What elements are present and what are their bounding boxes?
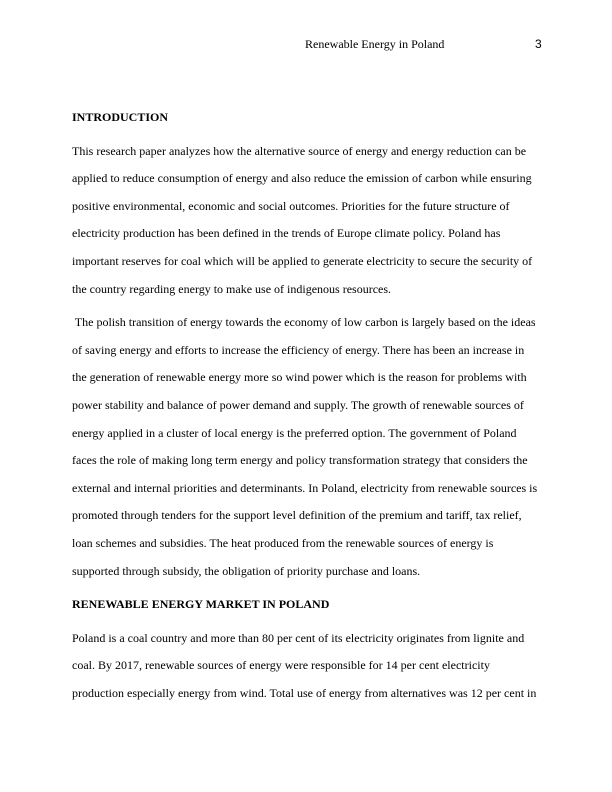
text-line: supported through subsidy, the obligation of priority purchase and loans. (72, 563, 421, 578)
text-line: Poland is a coal country and more than 80 per cent of its electricity originates from lignite and (72, 630, 525, 645)
text-line: electricity production has been defined in the trends of Europe climate policy. Poland has (72, 226, 501, 241)
page-number: 3 (535, 37, 542, 51)
text-line: important reserves for coal which will be applied to generate electricity to secure the security of (72, 253, 533, 268)
running-title: Renewable Energy in Poland (305, 37, 445, 51)
text-line: positive environmental, economic and social outcomes. Priorities for the future structure of (72, 198, 510, 213)
text-line: power stability and balance of power demand and supply. The growth of renewable sources of (72, 397, 524, 412)
text-line: energy applied in a cluster of local energy is the preferred option. The government of Poland (72, 425, 517, 440)
section-heading-introduction: INTRODUCTION (72, 110, 169, 124)
body-text (72, 104, 544, 713)
paragraph (72, 625, 544, 708)
text-line: loan schemes and subsidies. The heat produced from the renewable sources of energy is (72, 535, 494, 550)
paragraph (72, 138, 544, 304)
text-line: the country regarding energy to make use of indigenous resources. (72, 281, 392, 296)
text-line: the generation of renewable energy more so wind power which is the reason for problems with (72, 370, 527, 385)
text-line: production especially energy from wind. Total use of energy from alternatives was 12 per cent in (72, 685, 537, 700)
running-header (0, 37, 612, 53)
text-line: coal. By 2017, renewable sources of energy were responsible for 14 per cent electricity (72, 658, 490, 673)
text-line: The polish transition of energy towards the economy of low carbon is largely based on the ideas (72, 315, 536, 330)
text-line: This research paper analyzes how the alternative source of energy and energy reduction can be (72, 143, 527, 158)
text-line: applied to reduce consumption of energy and also reduce the emission of carbon while ensuring (72, 171, 532, 186)
section-heading-market: RENEWABLE ENERGY MARKET IN POLAND (72, 597, 330, 612)
text-line: external and internal priorities and determinants. In Poland, electricity from renewable sources is (72, 480, 538, 495)
text-line: promoted through tenders for the support level definition of the premium and tariff, tax relief, (72, 508, 522, 523)
paragraph (72, 309, 544, 585)
text-line: faces the role of making long term energy and policy transformation strategy that considers the (72, 453, 528, 468)
text-line: of saving energy and efforts to increase the efficiency of energy. There has been an increase in (72, 342, 525, 357)
